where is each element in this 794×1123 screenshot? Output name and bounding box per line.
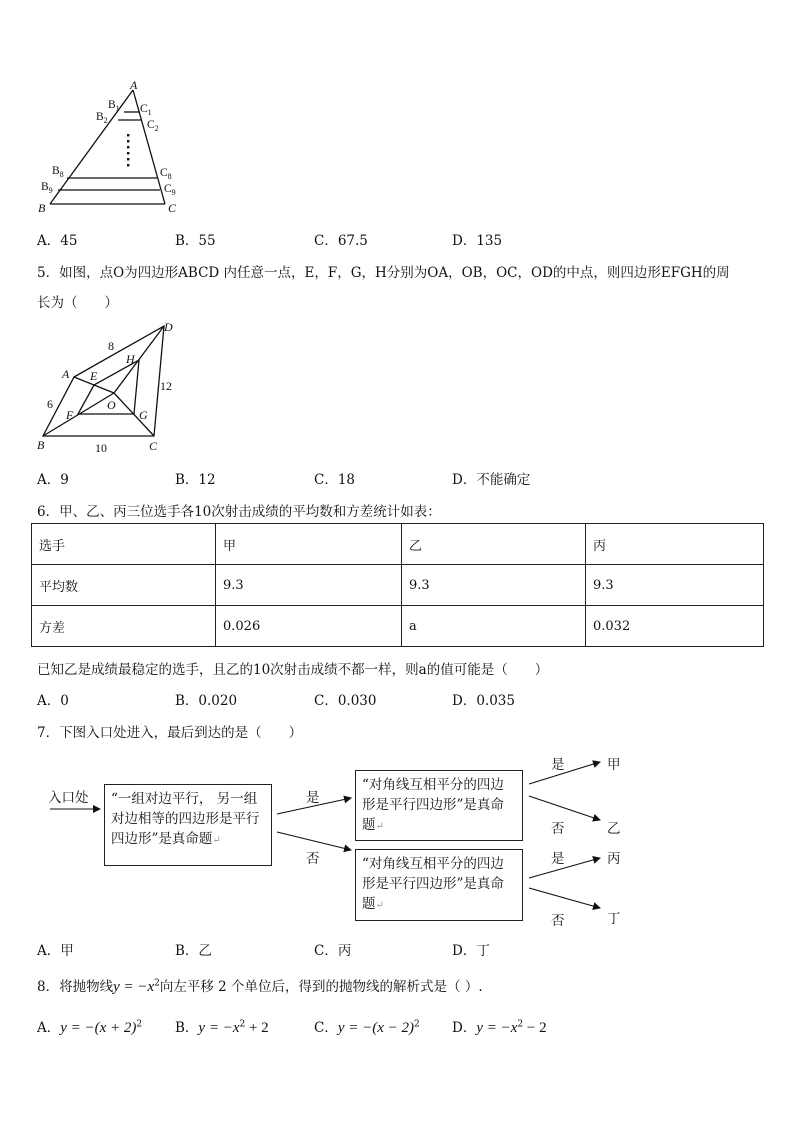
header-cell: 乙	[402, 524, 586, 565]
label-b1-sub: 1	[115, 104, 120, 113]
label-d: D	[164, 320, 173, 334]
arrow-box2-no	[529, 796, 600, 820]
label-b8-sub: 8	[59, 170, 64, 179]
table-cell: 9.3	[216, 565, 402, 606]
q7-option-b[interactable]: B．乙	[175, 943, 212, 959]
q8-option-d[interactable]: D．$y = -x^2 - 2$	[452, 1019, 547, 1036]
table-cell: 9.3	[402, 565, 586, 606]
svg-text:C2	[147, 119, 159, 133]
svg-text:C8	[160, 167, 172, 181]
side-ab	[50, 90, 133, 204]
label-g: G	[139, 408, 148, 422]
label-f: F	[66, 408, 74, 422]
q5-option-c[interactable]: C．18	[314, 472, 356, 488]
table-cell: 9.3	[586, 565, 764, 606]
q7-label-no-2: 否	[551, 821, 565, 837]
label-c9: C	[164, 183, 172, 195]
table-header-row	[32, 524, 764, 565]
header-cell: 甲	[216, 524, 402, 565]
q7-label-no-3: 否	[551, 913, 565, 929]
label-c8-sub: 8	[167, 172, 172, 181]
return-mark-icon: ↵	[375, 821, 384, 832]
q7-label-yes-2: 是	[551, 757, 565, 773]
q7-outcome-3: 丙	[607, 851, 621, 867]
label-a: A	[130, 78, 138, 92]
q6-stats-table	[31, 523, 764, 647]
label-b: B	[38, 201, 46, 215]
svg-text:B2	[96, 111, 108, 125]
q4-option-c[interactable]: C．67.5	[314, 233, 368, 249]
length-cd: 12	[160, 379, 172, 393]
label-c1: C	[140, 103, 148, 115]
svg-text:B8	[52, 165, 64, 179]
q6-option-c[interactable]: C．0.030	[314, 693, 377, 709]
q8-option-b[interactable]: B．$y = -x^2 + 2$	[175, 1019, 269, 1036]
q8-option-c[interactable]: C．$y = -(x - 2)^2$	[314, 1019, 420, 1036]
q5-option-b[interactable]: B．12	[175, 472, 216, 488]
row-label: 平均数	[32, 565, 216, 606]
label-b9: B	[41, 181, 49, 193]
q4-triangle-figure	[30, 78, 190, 220]
table-row	[32, 565, 764, 606]
q8-option-a[interactable]: A．$y = -(x + 2)^2$	[37, 1019, 143, 1036]
label-c: C	[149, 439, 158, 453]
header-cell: 丙	[586, 524, 764, 565]
label-b: B	[37, 438, 45, 452]
q7-box1: “一组对边平行， 另一组对边相等的四边形是平行四边形”是真命题↵	[104, 784, 272, 866]
label-b2: B	[96, 111, 104, 123]
svg-text:B1	[108, 99, 120, 113]
q8-stem	[37, 975, 483, 996]
q4-option-b[interactable]: B．55	[175, 233, 216, 249]
table-cell: 0.026	[216, 606, 402, 647]
q7-label-yes-3: 是	[551, 851, 565, 867]
q5-option-a[interactable]: A．9	[37, 472, 69, 488]
q8-exponent: 2	[154, 978, 160, 989]
q7-stem: 7．下图入口处进入，最后到达的是（ ）	[37, 725, 303, 741]
q8-stem-before: 8．将抛物线	[37, 979, 114, 995]
return-mark-icon: ↵	[375, 900, 384, 911]
label-c: C	[168, 201, 177, 215]
return-mark-icon: ↵	[212, 835, 221, 846]
label-b8: B	[52, 165, 60, 177]
label-c1-sub: 1	[147, 108, 152, 117]
q7-box2: “对角线互相平分的四边形是平行四边形”是真命题↵	[355, 770, 523, 841]
q7-label-no-1: 否	[306, 851, 320, 867]
q7-outcome-4: 丁	[607, 911, 621, 927]
label-c2: C	[147, 119, 155, 131]
q4-option-d[interactable]: D．135	[452, 233, 503, 249]
arrow-box3-no	[529, 888, 600, 908]
label-c8: C	[160, 167, 168, 179]
q7-outcome-2: 乙	[607, 821, 621, 837]
table-cell: 0.032	[586, 606, 764, 647]
q6-follow-text: 已知乙是成绩最稳定的选手，且乙的10次射击成绩不都一样，则a的值可能是（ ）	[37, 662, 549, 678]
ellipsis-dots	[127, 134, 129, 166]
q8-stem-after: 向左平移 2 个单位后，得到的抛物线的解析式是（ ）.	[159, 979, 483, 995]
q5-stem-line2: 长为（ ）	[37, 295, 118, 311]
q6-option-a[interactable]: A．0	[37, 693, 69, 709]
q4-option-a[interactable]: A．45	[37, 233, 78, 249]
q6-stem: 6．甲、乙、丙三位选手各10次射击成绩的平均数和方差统计如表：	[37, 504, 441, 520]
svg-text:B9	[41, 181, 53, 195]
label-c9-sub: 9	[171, 188, 176, 197]
length-ad: 8	[108, 339, 114, 353]
q8-function: y = −x	[113, 979, 155, 995]
q7-option-d[interactable]: D．丁	[452, 943, 490, 959]
label-o: O	[107, 398, 116, 412]
q6-option-d[interactable]: D．0.035	[452, 693, 515, 709]
q7-option-a[interactable]: A．甲	[37, 943, 74, 959]
row-label: 方差	[32, 606, 216, 647]
q6-option-b[interactable]: B．0.020	[175, 693, 238, 709]
svg-text:C9	[164, 183, 176, 197]
header-cell: 选手	[32, 524, 216, 565]
label-h: H	[126, 352, 135, 366]
q5-option-d[interactable]: D．不能确定	[452, 472, 531, 488]
label-b1: B	[108, 99, 116, 111]
label-b9-sub: 9	[48, 186, 53, 195]
svg-text:C1	[140, 103, 152, 117]
q5-stem-line1: 5．如图，点O为四边形ABCD 内任意一点，E，F，G，H分别为OA，OB，OC，OD的中点，则四边形EFGH的周	[37, 265, 730, 281]
q7-box3: “对角线互相平分的四边形是平行四边形”是真命题↵	[355, 849, 523, 921]
q5-quadrilateral-figure	[30, 316, 190, 458]
q7-option-c[interactable]: C．丙	[314, 943, 352, 959]
length-ab: 6	[47, 397, 53, 411]
q7-outcome-1: 甲	[607, 757, 621, 773]
table-row	[32, 606, 764, 647]
label-c2-sub: 2	[154, 124, 159, 133]
label-a: A	[62, 367, 70, 381]
label-b2-sub: 2	[103, 116, 108, 125]
q7-label-yes-1: 是	[306, 790, 320, 806]
q7-entry-label: 入口处	[48, 790, 89, 806]
length-bc: 10	[95, 441, 107, 455]
label-e: E	[90, 369, 98, 383]
table-cell: a	[402, 606, 586, 647]
